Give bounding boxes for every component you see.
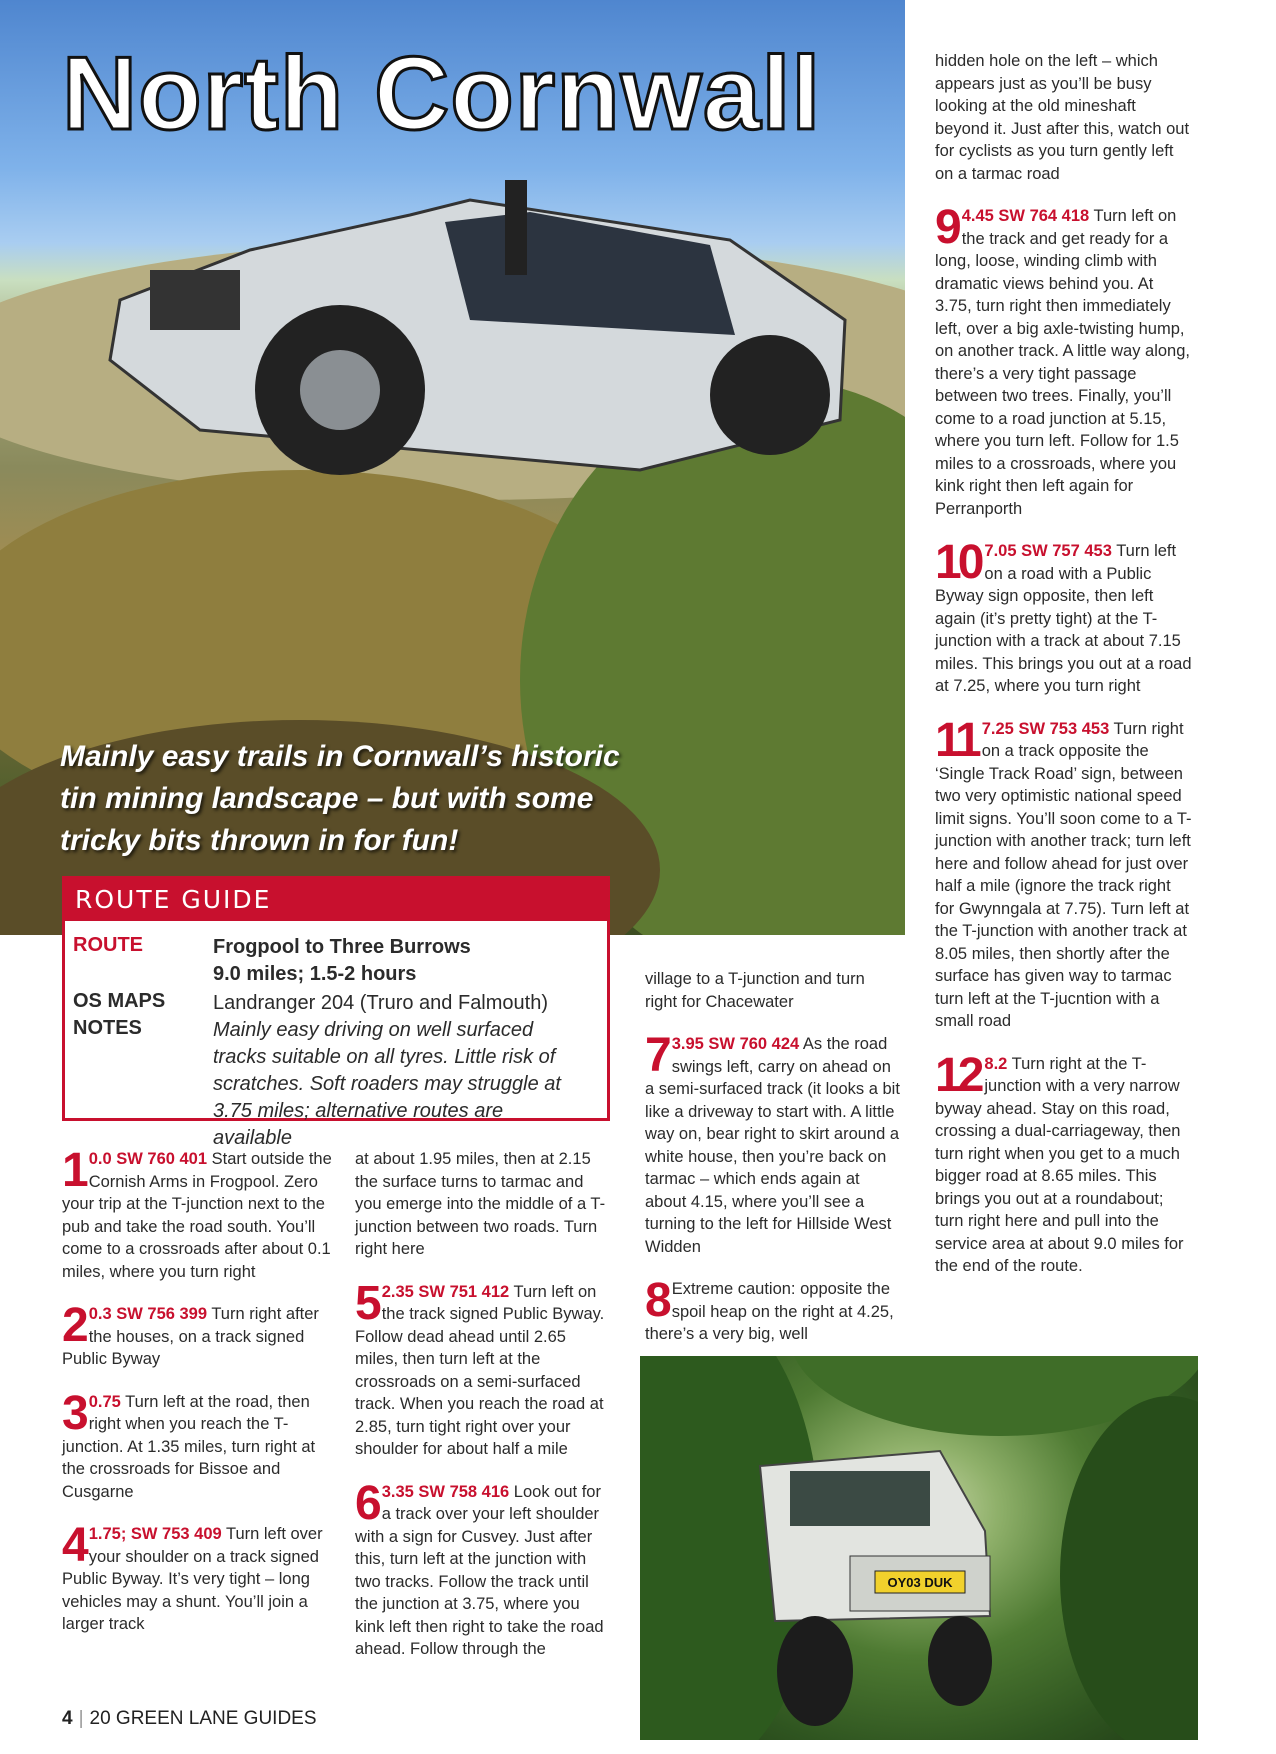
column-2 [355, 1148, 613, 1681]
route-guide-box [62, 876, 610, 1149]
step-6 [355, 1476, 613, 1661]
step-grid-ref: 1.75; SW 753 409 [88, 1525, 222, 1543]
step-number: 6 [355, 1476, 378, 1530]
step-11 [935, 713, 1193, 1033]
step-number: 8 [645, 1274, 668, 1327]
route-guide-header: ROUTE GUIDE [65, 879, 607, 921]
step-text: As the road swings left, carry on ahead on a semi-surfaced track (it looks a bit like a driveway to start with. A little way on, bear right to skirt around a white house, then you’re back on tarmac – which ends again at about 4.15, where you’ll see a turning to the left for Hillside West Widden [645, 1035, 900, 1256]
step-number: 5 [355, 1276, 378, 1330]
step-grid-ref: 2.35 SW 751 412 [381, 1282, 510, 1301]
step-number: 4 [62, 1519, 85, 1572]
step-text: Turn left on a road with a Public Byway sign opposite, then left again (it’s pretty tight) at the T-junction with a track at about 7.15 miles. This brings you out at a road at 7.25, where you turn right [935, 542, 1192, 695]
step-6-continued [645, 968, 900, 1013]
step-text: hidden hole on the left – which appears just as you’ll be busy looking at the old mineshaft beyond it. Just after this, watch out for cyclists as you turn gently left on a tarmac road [935, 52, 1190, 183]
page-footer [62, 1708, 317, 1730]
step-grid-ref: 7.25 SW 753 453 [981, 719, 1110, 738]
column-4 [935, 50, 1193, 1298]
step-text: at about 1.95 miles, then at 2.15 the surface turns to tarmac and you emerge into the middle of a T-junction between two roads. Turn right here [355, 1150, 606, 1258]
step-grid-ref: 3.35 SW 758 416 [381, 1482, 510, 1501]
step-2 [62, 1299, 332, 1371]
step-9 [935, 201, 1193, 520]
step-8 [645, 1274, 900, 1346]
page-title: North Cornwall [62, 36, 822, 152]
notes-value: Mainly easy driving on well surfaced tracks suitable on all tyres. Little risk of scratches. Soft roaders may struggle at 3.75 miles; alternative routes are available [213, 1019, 561, 1149]
step-number: 1 [62, 1144, 85, 1197]
step-text: Look out for a track over your left shoulder with a sign for Cusvey. Just after this, turn left at the junction with two tracks. Follow the track until the junction at 3.75, where you kink left then right to take the road ahead. Follow through the [355, 1482, 604, 1658]
step-8-continued [935, 50, 1193, 185]
step-text: Turn right at the T-junction with a very narrow byway ahead. Stay on this road, crossing a dual-carriageway, then turn right when you get to a much bigger road at 8.65 miles. This brings you out at a roundabout; turn right here and pull into the service area at about 9.0 miles for the end of the route. [935, 1054, 1184, 1275]
truck-illustration [640, 1356, 1198, 1740]
route-value: Frogpool to Three Burrows [213, 936, 471, 958]
step-grid-ref: 4.45 SW 764 418 [961, 207, 1090, 225]
step-text: Turn right after the houses, on a track signed Public Byway [62, 1305, 319, 1368]
hero-photo [0, 0, 905, 935]
step-text: Turn left on the track and get ready for a long, loose, winding climb with dramatic views behind you. At 3.75, turn right then immediately left, over a big axle-twisting hump, on another track. A little way along, there’s a very tight passage between two trees. Finally, you’ll come to a road junction at 5.15, where you turn left. Follow for 1.5 miles to a crossroads, where you kink right then left again for Perranporth [935, 207, 1190, 518]
step-number: 2 [62, 1299, 85, 1352]
step-10 [935, 536, 1193, 698]
step-12 [935, 1048, 1193, 1278]
step-text: Turn left on the track signed Public Byway. Follow dead ahead until 2.65 miles, then turn left at the crossroads on a semi-surfaced track. When you reach the road at 2.85, turn tight right over your shoulder for about half a mile [355, 1282, 605, 1458]
step-number: 7 [645, 1029, 668, 1082]
step-number: 10 [935, 536, 981, 589]
os-maps-label: OS MAPS [73, 990, 166, 1012]
number-plate: OY03 DUK [887, 1575, 953, 1590]
notes-label: NOTES [73, 1017, 142, 1039]
step-grid-ref: 8.2 [984, 1054, 1008, 1073]
step-grid-ref: 0.0 SW 760 401 [88, 1150, 208, 1168]
step-text: Turn left over your shoulder on a track signed Public Byway. It’s very tight – long vehicles may a shunt. You’ll join a larger track [62, 1525, 323, 1633]
step-text: Start outside the Cornish Arms in Frogpool. Zero your trip at the T-junction next to the pub and take the road south. You’ll come to a crossroads after about 0.1 miles, where you turn right [62, 1150, 332, 1281]
step-grid-ref: 7.05 SW 757 453 [984, 542, 1112, 560]
step-3 [62, 1386, 332, 1504]
step-text: Extreme caution: opposite the spoil heap on the right at 4.25, there’s a very big, well [645, 1280, 894, 1343]
page-number: 4 [62, 1708, 73, 1729]
step-5 [355, 1276, 613, 1461]
step-1 [62, 1144, 332, 1283]
step-text: Turn left at the road, then right when you reach the T-junction. At 1.35 miles, turn right at the crossroads for Bissoe and Cusgarne [62, 1392, 316, 1501]
step-text: village to a T-junction and turn right for Chacewater [645, 970, 865, 1011]
step-number: 11 [935, 713, 978, 767]
vehicle-in-woods-photo [640, 1356, 1198, 1740]
step-4-continued [355, 1148, 613, 1261]
step-number: 3 [62, 1386, 85, 1440]
route-label: ROUTE [73, 934, 143, 956]
column-1 [62, 1144, 332, 1656]
column-3 [645, 968, 900, 1366]
distance-value: 9.0 miles; 1.5-2 hours [213, 963, 417, 985]
footer-separator: | [78, 1708, 84, 1729]
publication-name: 20 GREEN LANE GUIDES [89, 1708, 317, 1729]
step-text: Turn right on a track opposite the ‘Single Track Road’ sign, between two very optimistic national speed limit signs. You’ll soon come to a T-junction with another track; turn left here and follow ahead for just over half a mile (ignore the track right for Gwynngala at 7.75). Turn left at the T-junction with another track at 8.05 miles, then shortly after the surface has given way to tarmac turn left at the T-jucntion with a small road [935, 719, 1192, 1030]
os-maps-value: Landranger 204 (Truro and Falmouth) [213, 992, 548, 1014]
step-grid-ref: 0.3 SW 756 399 [88, 1305, 208, 1323]
step-number: 12 [935, 1048, 981, 1102]
step-7 [645, 1029, 900, 1258]
step-number: 9 [935, 201, 958, 254]
tagline: Mainly easy trails in Cornwall’s historic tin mining landscape – but with some tricky bits thrown in for fun! [60, 740, 620, 857]
step-grid-ref: 3.95 SW 760 424 [671, 1035, 800, 1053]
step-4 [62, 1519, 332, 1636]
step-grid-ref: 0.75 [88, 1392, 121, 1411]
